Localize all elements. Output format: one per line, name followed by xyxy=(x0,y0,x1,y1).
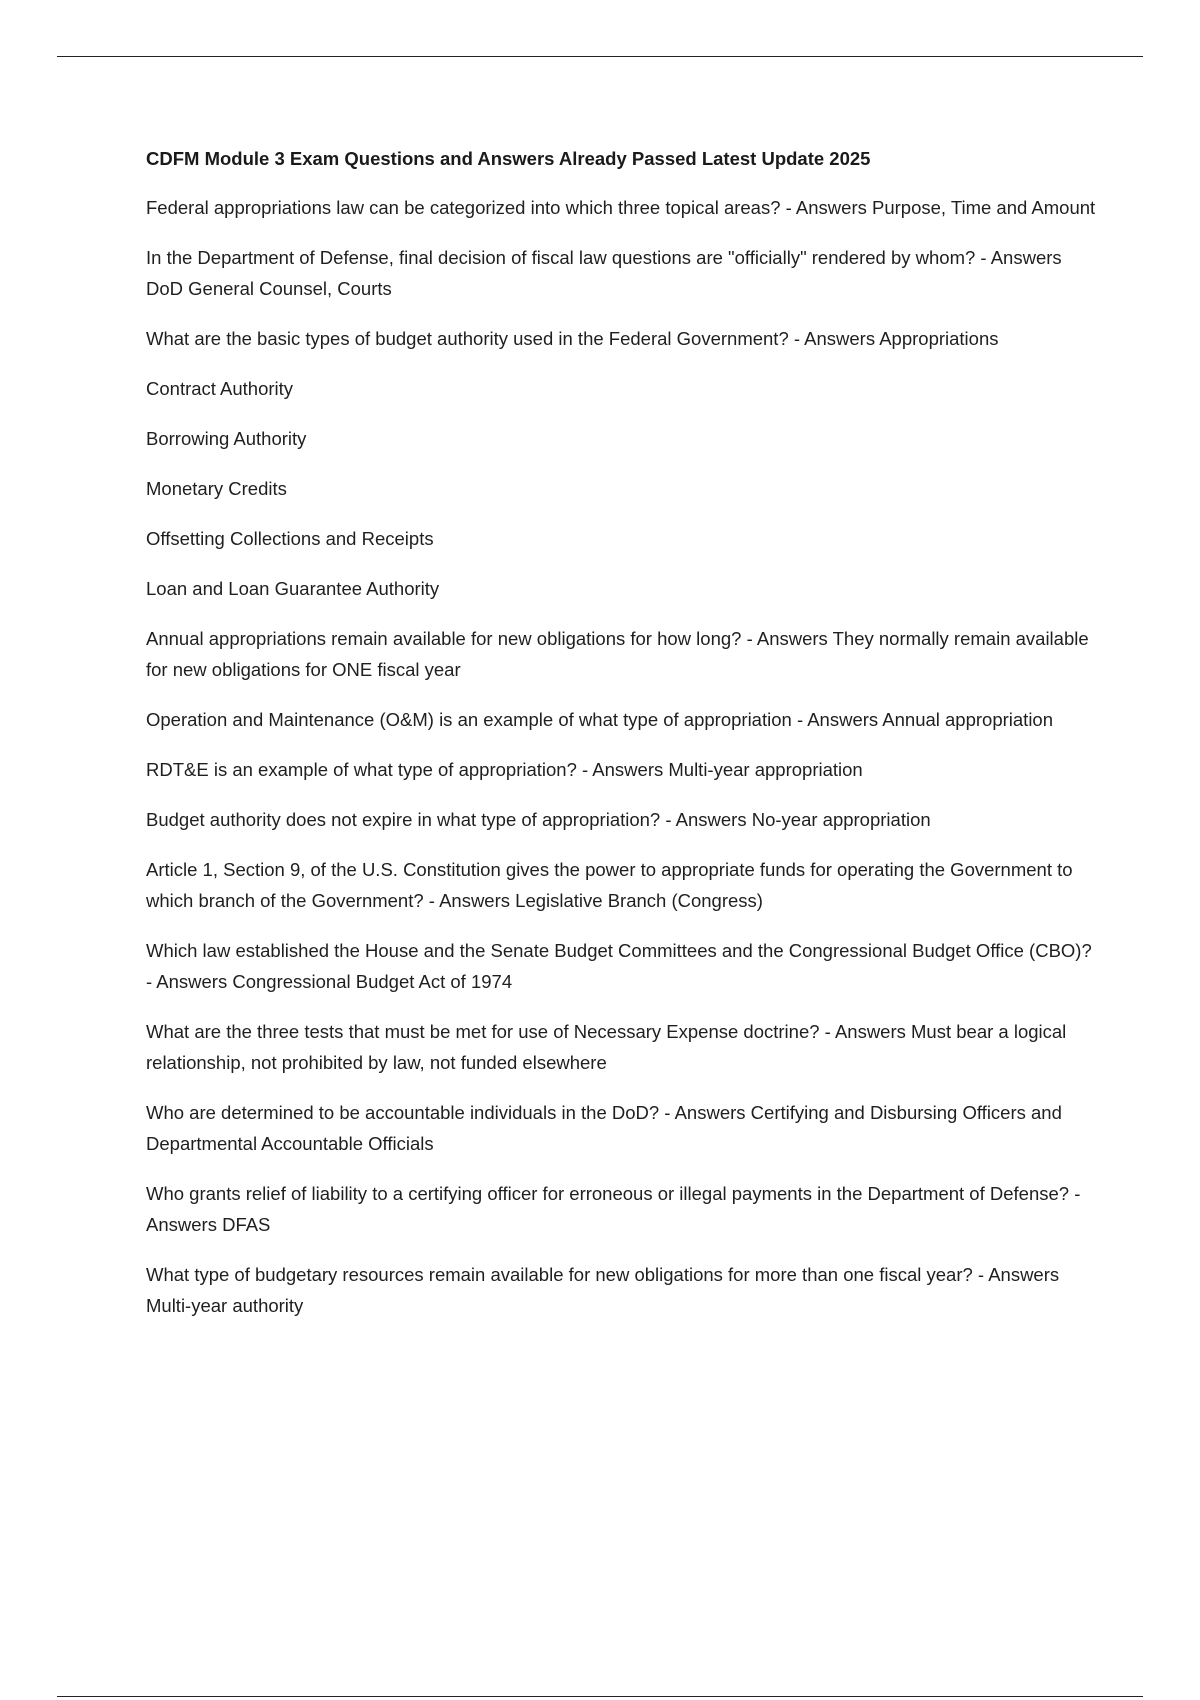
paragraph: Loan and Loan Guarantee Authority xyxy=(146,578,440,599)
paragraph: What are the basic types of budget authority used in the Federal Government? - Answers Appropriations xyxy=(146,328,999,349)
document-title: CDFM Module 3 Exam Questions and Answers Already Passed Latest Update 2025 xyxy=(146,148,871,169)
paragraph: Which law established the House and the Senate Budget Committees and the Congressional Budget Office (CBO)? - Answers Congressional Budget Act of 1974 xyxy=(146,940,1092,992)
paragraph: Who grants relief of liability to a certifying officer for erroneous or illegal payments in the Department of Defense? - Answers DFAS xyxy=(146,1183,1081,1235)
paragraph: Article 1, Section 9, of the U.S. Constitution gives the power to appropriate funds for operating the Government to which branch of the Government? - Answers Legislative Branch (Congress) xyxy=(146,859,1073,911)
top-rule xyxy=(57,56,1143,57)
bottom-rule xyxy=(57,1696,1143,1697)
paragraph: In the Department of Defense, final decision of fiscal law questions are "officially" rendered by whom? - Answers DoD General Counsel, Courts xyxy=(146,247,1062,299)
paragraph: Borrowing Authority xyxy=(146,428,307,449)
paragraph: Who are determined to be accountable individuals in the DoD? - Answers Certifying and Disbursing Officers and Departmental Accountable Officials xyxy=(146,1102,1062,1154)
paragraph: Operation and Maintenance (O&M) is an example of what type of appropriation - Answers Annual appropriation xyxy=(146,709,1054,730)
paragraph: Federal appropriations law can be categorized into which three topical areas? - Answers Purpose, Time and Amount xyxy=(146,197,1096,218)
paragraph: Monetary Credits xyxy=(146,478,287,499)
paragraph: Contract Authority xyxy=(146,378,294,399)
document-body xyxy=(146,144,1096,1340)
paragraph: What type of budgetary resources remain available for new obligations for more than one fiscal year? - Answers Multi-year authority xyxy=(146,1264,1060,1316)
paragraph: Budget authority does not expire in what type of appropriation? - Answers No-year appropriation xyxy=(146,809,931,830)
paragraph: RDT&E is an example of what type of appropriation? - Answers Multi-year appropriation xyxy=(146,759,863,780)
paragraph: What are the three tests that must be met for use of Necessary Expense doctrine? - Answers Must bear a logical relationship, not prohibited by law, not funded elsewhere xyxy=(146,1021,1067,1073)
paragraph: Annual appropriations remain available for new obligations for how long? - Answers They normally remain available for new obligations for ONE fiscal year xyxy=(146,628,1089,680)
paragraph: Offsetting Collections and Receipts xyxy=(146,528,434,549)
